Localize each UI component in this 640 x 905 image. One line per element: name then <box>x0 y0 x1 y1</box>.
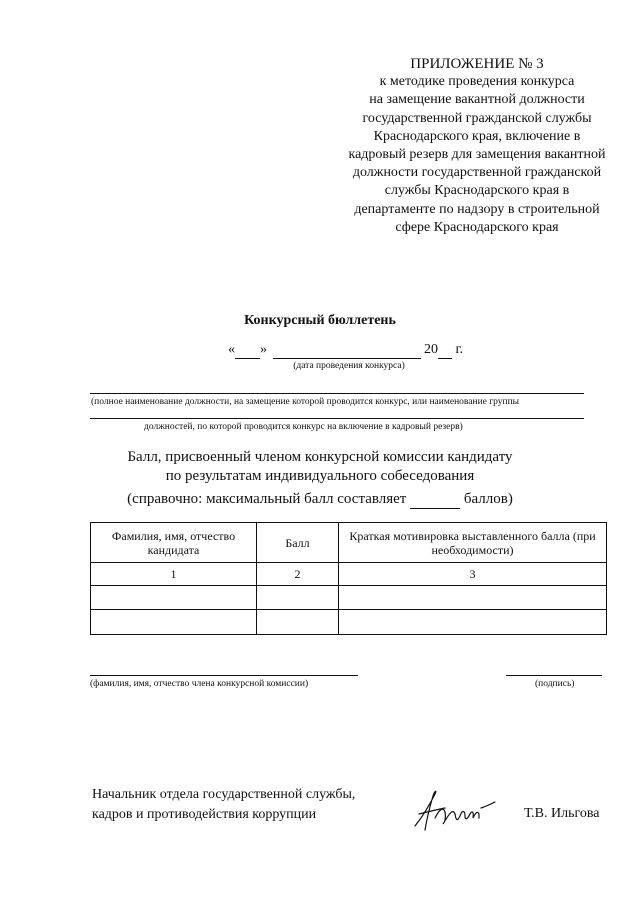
date-line <box>228 342 463 359</box>
signer-position <box>92 785 355 825</box>
table-row <box>91 586 607 610</box>
header-score: Балл <box>257 523 339 563</box>
score-heading <box>0 448 640 486</box>
position-caption-2: должностей, по которой проводится конкурс на включение в кадровый резерв) <box>144 422 463 432</box>
score-table <box>90 522 607 635</box>
score-heading-line: Балл, присвоенный членом конкурсной комиссии кандидату <box>127 449 513 465</box>
score-cell[interactable] <box>257 610 339 635</box>
annex-line: Краснодарского края, включение в <box>373 128 581 144</box>
annex-line: кадровый резерв для замещения вакантной <box>348 147 606 163</box>
score-cell[interactable] <box>257 586 339 610</box>
member-signature-line[interactable] <box>506 675 602 676</box>
day-blank[interactable] <box>235 342 260 359</box>
motivation-cell[interactable] <box>339 586 607 610</box>
annex-line: на замещение вакантной должности <box>369 92 585 108</box>
month-blank[interactable] <box>273 342 421 359</box>
handwritten-signature <box>405 788 505 838</box>
position-name-line-2[interactable] <box>90 418 584 419</box>
annex-line: департаменте по надзору в строительной <box>354 201 600 217</box>
date-close-quote: » <box>260 342 267 357</box>
annex-heading: ПРИЛОЖЕНИЕ № 3 <box>410 56 544 72</box>
motivation-cell[interactable] <box>339 610 607 635</box>
year-prefix: 20 <box>424 342 438 357</box>
annex-line: к методике проведения конкурса <box>379 74 575 90</box>
header-candidate: Фамилия, имя, отчество кандидата <box>91 523 257 563</box>
column-number: 1 <box>91 563 257 586</box>
column-number: 2 <box>257 563 339 586</box>
score-heading-line: по результатам индивидуального собеседования <box>165 468 475 484</box>
max-score-suffix: баллов) <box>463 491 513 507</box>
signature-caption: (подпись) <box>535 679 575 689</box>
annex-block <box>318 55 636 237</box>
max-score-prefix: (справочно: максимальный балл составляет <box>127 491 407 507</box>
year-blank[interactable] <box>438 342 452 359</box>
annex-line: должности государственной гражданской <box>352 165 602 181</box>
signer-name: Т.В. Ильгова <box>524 806 600 821</box>
position-caption-1: (полное наименование должности, на замещение которой проводится конкурс, или наименование группы <box>91 397 520 407</box>
table-header-row <box>91 523 607 563</box>
header-motivation: Краткая мотивировка выставленного балла (при необходимости) <box>339 523 607 563</box>
member-caption: (фамилия, имя, отчество члена конкурсной комиссии) <box>90 679 309 689</box>
annex-line: государственной гражданской службы <box>362 110 592 126</box>
member-name-line[interactable] <box>90 675 358 676</box>
signer-position-line: кадров и противодействия коррупции <box>92 807 317 822</box>
document-title: Конкурсный бюллетень <box>244 313 396 328</box>
annex-line: сфере Краснодарского края <box>395 219 559 235</box>
table-row <box>91 610 607 635</box>
max-score-note <box>0 491 640 509</box>
candidate-cell[interactable] <box>91 610 257 635</box>
column-number: 3 <box>339 563 607 586</box>
max-score-blank[interactable] <box>410 491 460 509</box>
year-suffix: г. <box>452 342 464 357</box>
date-caption: (дата проведения конкурса) <box>293 361 405 371</box>
annex-line: службы Краснодарского края в <box>384 183 570 199</box>
date-open-quote: « <box>228 342 235 357</box>
signer-position-line: Начальник отдела государственной службы, <box>92 787 356 802</box>
position-name-line-1[interactable] <box>90 393 584 394</box>
table-number-row <box>91 563 607 586</box>
candidate-cell[interactable] <box>91 586 257 610</box>
